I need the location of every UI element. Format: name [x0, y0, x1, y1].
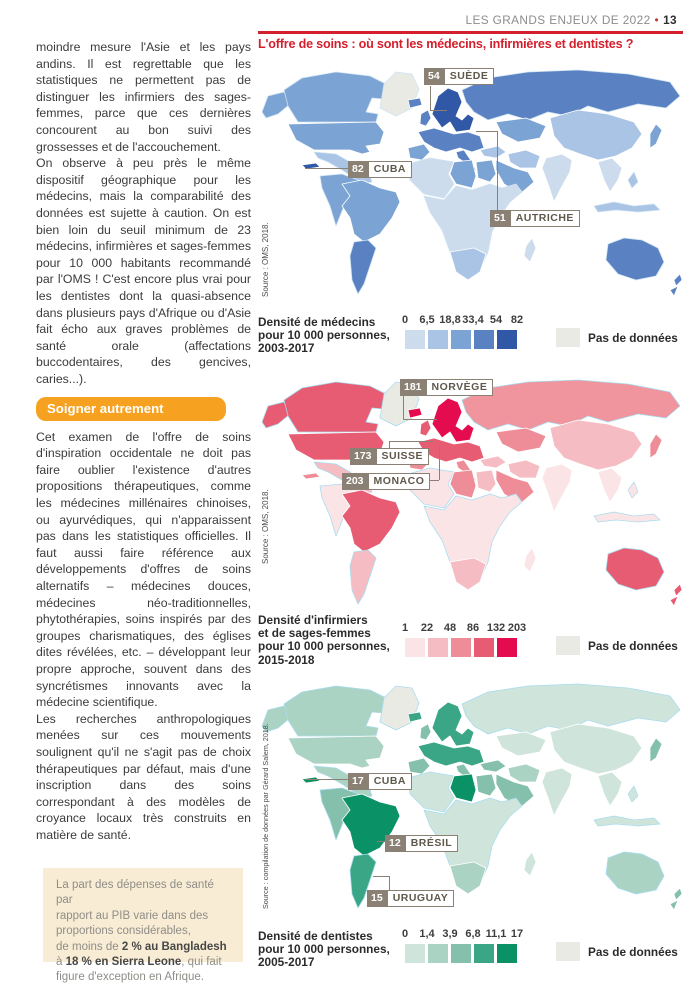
infobox-line: rapport au PIB varie dans des: [56, 909, 209, 922]
legend-medecins: [258, 314, 683, 368]
map-source: Source : compilation de données par Gérard Salem, 2018.: [261, 723, 270, 909]
infobox-line: à 18 % en Sierra Leone, qui fait: [56, 956, 222, 969]
no-data-swatch: [556, 328, 580, 347]
legend-swatches: [405, 638, 520, 657]
header-title: LES GRANDS ENJEUX DE 2022: [465, 13, 651, 27]
leader-line: [476, 131, 497, 132]
leader-line: [439, 446, 440, 480]
section-heading-badge: Soigner autrement: [36, 397, 226, 420]
callout-cuba: 17 CUBA: [348, 773, 412, 790]
map-panel-infirmiers: [258, 366, 691, 678]
leader-line: [497, 131, 498, 210]
legend-title: Densité de médecins pour 10 000 personnes, 2003-2017: [258, 315, 390, 356]
callout-autriche: 51 AUTRICHE: [490, 210, 580, 227]
article-paragraph: moindre mesure l'Asie et les pays andins. Il est regrettable que les statistiques ne permettent pas de distinguer les infirmiers des sages-femmes, parce que ces dernières concourent au bon suivi des grossesses et de l'accouchement.: [36, 40, 251, 154]
callout-uruguay: 15 URUGUAY: [367, 890, 454, 907]
page-number: 13: [663, 13, 677, 27]
no-data-legend: Pas de données: [556, 636, 678, 655]
legend-dentistes: [258, 928, 683, 982]
legend-title: Densité d'infirmiers et de sages-femmes pour 10 000 personnes, 2015-2018: [258, 613, 390, 667]
callout-suisse: 173 SUISSE: [350, 448, 429, 465]
infobox-line: de moins de 2 % au Bangladesh: [56, 940, 227, 953]
infobox-line: figure d'exception en Afrique.: [56, 971, 204, 984]
map-source: Source : OMS, 2018.: [261, 222, 270, 297]
leader-line: [377, 841, 385, 842]
no-data-legend: Pas de données: [556, 328, 678, 347]
article-paragraph: Les recherches anthropologiques menées sur ces mouvements soulignent qu'il ne s'agit pas de choix thérapeutiques par défaut, mais d'une inscription dans des soins correspondant à des modèles de croyance locaux très construits en matière de santé.: [36, 711, 251, 842]
callout-norvege: 181 NORVÈGE: [400, 379, 493, 396]
figure-title-rule: [258, 31, 683, 34]
leader-line: [430, 86, 431, 110]
legend-scale: 0 6,5 18,8 33,4 54 82: [405, 314, 520, 349]
infobox-line: La part des dépenses de santé par: [56, 879, 214, 907]
leader-line: [389, 876, 390, 890]
page-header: [465, 13, 677, 27]
callout-suede: 54 SUÈDE: [424, 68, 494, 85]
no-data-swatch: [556, 636, 580, 655]
legend-scale: 0 1,4 3,9 6,8 11,1 17: [405, 928, 520, 963]
figure-title: L'offre de soins : où sont les médecins, infirmières et dentistes ?: [258, 37, 634, 51]
legend-scale: 1 22 48 86 132 203: [405, 622, 520, 657]
leader-line: [389, 441, 390, 448]
article-paragraph: Cet examen de l'offre de soins d'inspiration occidentale ne doit pas faire oublier l'existence d'autres propositions thérapeutiques, comme les médecines millénaires chinoises, ou ayurvédiques, qui n'apparaissent pas dans les statistiques officielles. Il faut aussi faire référence aux développements d'offres de soins alternatifs – médecines douces, médecines néo-traditionnelles, phytothérapies, soins inspirés par des groupes charismatiques, des églises dites révélées, etc. – développant leur propre approche, souvent dans des syncrétismes innovants avec la médecine scientifique.: [36, 429, 251, 710]
no-data-legend: Pas de données: [556, 942, 678, 961]
legend-swatches: [405, 330, 520, 349]
no-data-swatch: [556, 942, 580, 961]
article-column: [36, 39, 251, 844]
leader-line: [403, 419, 437, 420]
leader-line: [305, 168, 348, 169]
map-panel-dentistes: [258, 670, 691, 982]
leader-line: [305, 779, 348, 780]
map-source: Source : OMS, 2018.: [261, 489, 270, 564]
legend-infirmiers: [258, 612, 683, 666]
leader-line: [403, 394, 404, 419]
world-map-infirmiers: [258, 366, 683, 616]
infobox-line: proportions considérables,: [56, 925, 191, 938]
header-separator-dot: •: [654, 13, 660, 27]
world-map-medecins: [258, 56, 683, 306]
article-paragraph: On observe à peu près le même dispositif géographique pour les médecins, mais la comparabilité des données est sujette à caution. On est bien loin du seuil minimum de 23 médecins, infirmières et sages-femmes pour 10 000 habitants recommandé par l'OMS ! C'est encore plus vrai pour les dentistes dont la quasi-absence dans plusieurs pays d'Afrique ou d'Asie fait écho aux graves problèmes de santé orale (affectations buccodentaires, des gencives, caries...).: [36, 156, 251, 386]
callout-bresil: 12 BRÉSIL: [385, 835, 458, 852]
legend-swatches: [405, 944, 520, 963]
leader-line: [373, 876, 389, 877]
health-spending-infobox: [43, 868, 243, 984]
legend-title: Densité de dentistes pour 10 000 personnes, 2005-2017: [258, 929, 390, 970]
callout-cuba: 82 CUBA: [348, 161, 412, 178]
leader-line: [389, 441, 434, 442]
world-map-dentistes: [258, 670, 683, 920]
leader-line: [430, 110, 447, 111]
callout-monaco: 203 MONACO: [342, 473, 430, 490]
map-panel-medecins: [258, 56, 691, 368]
